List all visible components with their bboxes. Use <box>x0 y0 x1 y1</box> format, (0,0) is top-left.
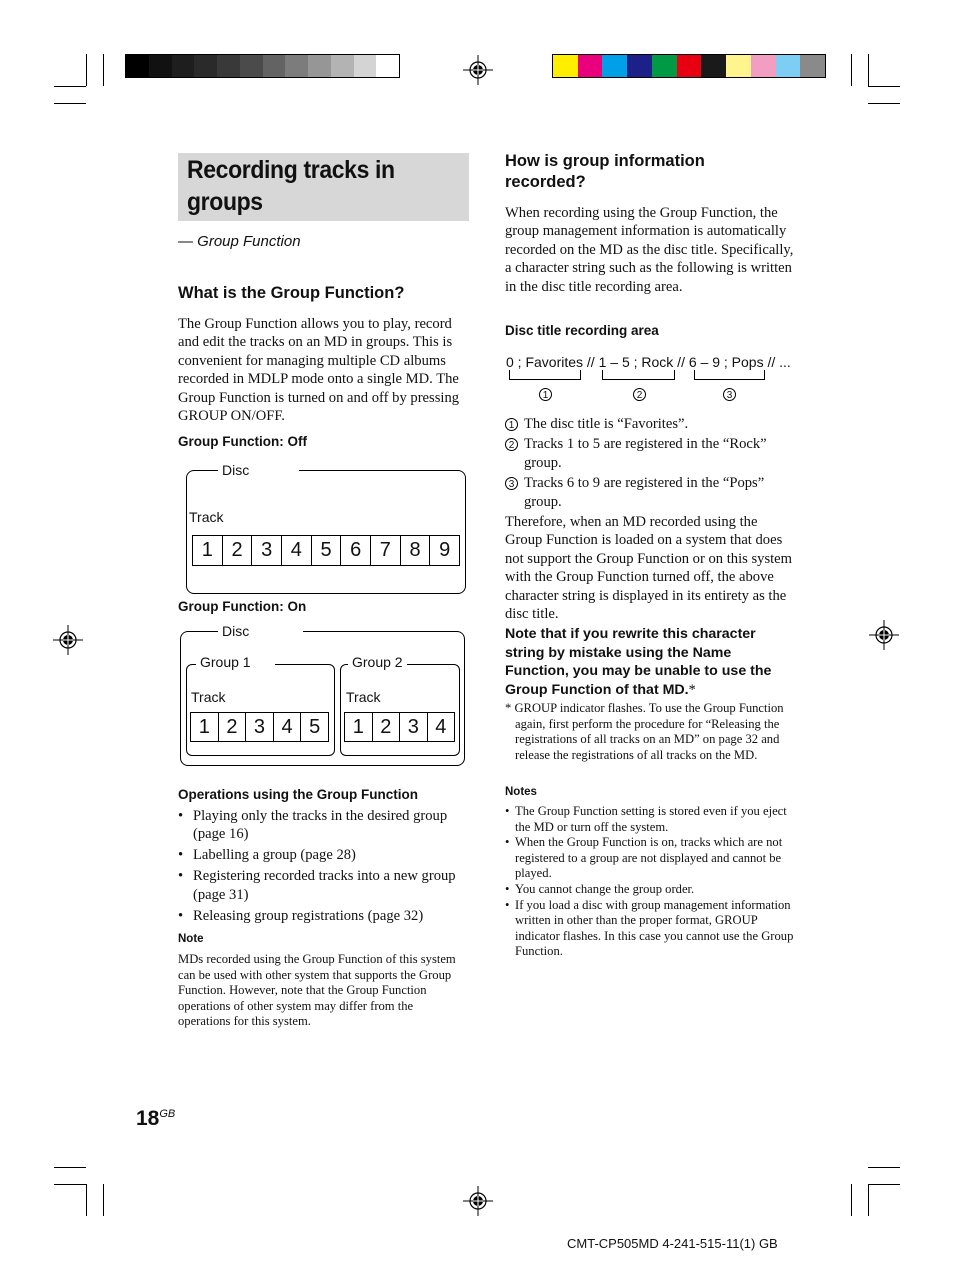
track-cell: 7 <box>370 536 400 565</box>
group1-label: Group 1 <box>196 654 275 670</box>
therefore-body: Therefore, when an MD recorded using the Group Function is loaded on a system that does not support the Group Function or on this system with the Group Function turned off, the above character string is displayed in its entirety as the disc title. <box>505 514 793 623</box>
disc-title-string: 0 ; Favorites // 1 – 5 ; Rock // 6 – 9 ; Pops // ... <box>506 354 791 370</box>
list-item: • Labelling a group (page 28) <box>178 846 471 864</box>
warning-body: Note that if you rewrite this character string by mistake using the Name Function, you may be unable to use the Group Function of that MD. <box>505 626 772 698</box>
track-cell: 1 <box>198 716 210 738</box>
swatch <box>217 55 240 77</box>
operations-list <box>178 807 471 927</box>
diagram-on-heading: Group Function: On <box>178 599 307 614</box>
swatch <box>308 55 331 77</box>
how-heading: How is group information recorded? <box>505 152 705 191</box>
track-cell: 4 <box>281 536 311 565</box>
explanation-text: The disc title is “Favorites”. <box>524 416 689 432</box>
track-cell: 3 <box>245 713 273 741</box>
track-cell: 2 <box>222 536 252 565</box>
swatch <box>751 55 776 77</box>
explanation-text: Tracks 6 to 9 are registered in the “Pops” group. <box>524 475 765 510</box>
page-title: Recording tracks in groups <box>187 156 395 216</box>
swatch <box>240 55 263 77</box>
marker-3: 3 <box>723 388 736 401</box>
group2-track-label: Track <box>346 689 381 705</box>
track-cell: 1 <box>352 716 364 738</box>
disc-frame <box>186 470 466 594</box>
warning-text <box>505 625 797 699</box>
page-subtitle: — Group Function <box>178 233 301 250</box>
swatch <box>172 55 195 77</box>
track-cell: 6 <box>340 536 370 565</box>
list-item: • Registering recorded tracks into a new group (page 31) <box>178 867 471 904</box>
color-bar <box>552 54 826 78</box>
footnote: * GROUP indicator flashes. To use the Group Function again, first perform the procedure for “Releasing the registrations of all tracks on an MD” on page 32 and release the registrations of all tracks on the MD. <box>505 701 784 762</box>
swatch <box>263 55 286 77</box>
swatch <box>354 55 377 77</box>
bracket-1 <box>509 370 581 380</box>
grayscale-bar <box>125 54 400 78</box>
notes-heading: Notes <box>505 786 537 798</box>
track-cell: 5 <box>311 536 341 565</box>
page-number <box>136 1107 175 1131</box>
group2-track-cells <box>344 712 455 742</box>
group1-track-cells <box>190 712 329 742</box>
disc-label: Disc <box>218 462 299 478</box>
swatch <box>776 55 801 77</box>
swatch <box>578 55 603 77</box>
disc-label: Disc <box>218 623 303 639</box>
notes-list <box>505 804 797 960</box>
page-number-value: 18 <box>136 1107 160 1130</box>
footer-model: CMT-CP505MD 4-241-515-11(1) GB <box>567 1236 778 1251</box>
track-label: Track <box>189 509 224 525</box>
group1-frame <box>186 664 335 756</box>
bracket-2 <box>602 370 675 380</box>
bracket-3 <box>694 370 765 380</box>
marker-1: 1 <box>505 418 518 431</box>
registration-mark-icon <box>53 625 83 655</box>
group2-label: Group 2 <box>348 654 407 670</box>
track-cell: 2 <box>218 713 246 741</box>
note-body: MDs recorded using the Group Function of this system can be used with other system that supports the Group Function. However, note that the Group Function operations of other system may differ from the operations for this system. <box>178 952 456 1029</box>
note-heading: Note <box>178 933 204 945</box>
list-item: • You cannot change the group order. <box>505 882 797 898</box>
swatch <box>677 55 702 77</box>
track-cell: 3 <box>399 713 427 741</box>
what-heading: What is the Group Function? <box>178 284 405 302</box>
operations-heading: Operations using the Group Function <box>178 787 418 802</box>
swatch <box>194 55 217 77</box>
swatch <box>726 55 751 77</box>
list-item: • Playing only the tracks in the desired group (page 16) <box>178 807 471 844</box>
group2-frame <box>340 664 460 756</box>
track-cells <box>192 535 460 566</box>
swatch <box>285 55 308 77</box>
explanation-item <box>505 415 797 433</box>
swatch <box>149 55 172 77</box>
swatch <box>331 55 354 77</box>
registration-mark-icon <box>463 55 493 85</box>
explanation-text: Tracks 1 to 5 are registered in the “Rock” group. <box>524 436 767 471</box>
marker-2: 2 <box>633 388 646 401</box>
track-cell: 9 <box>429 536 459 565</box>
list-item: • Releasing group registrations (page 32) <box>178 907 471 925</box>
registration-mark-icon <box>869 620 899 650</box>
explanation-item <box>505 435 797 472</box>
warning-mark: * <box>688 681 696 698</box>
track-cell: 5 <box>300 713 328 741</box>
track-cell: 4 <box>427 713 455 741</box>
registration-mark-icon <box>463 1186 493 1216</box>
swatch <box>602 55 627 77</box>
what-body: The Group Function allows you to play, record and edit the tracks on an MD in groups. This is convenient for managing multiple CD albums recorded in MDLP mode onto a single MD. The Group Function is turned on and off by pressing GROUP ON/OFF. <box>178 316 460 425</box>
swatch <box>126 55 149 77</box>
track-cell: 2 <box>372 713 400 741</box>
swatch <box>701 55 726 77</box>
marker-1: 1 <box>539 388 552 401</box>
marker-3: 3 <box>505 477 518 490</box>
swatch <box>800 55 825 77</box>
list-item: • The Group Function setting is stored even if you eject the MD or turn off the system. <box>505 804 797 835</box>
swatch <box>627 55 652 77</box>
swatch <box>652 55 677 77</box>
track-cell: 8 <box>400 536 430 565</box>
diagram-off-heading: Group Function: Off <box>178 434 307 449</box>
marker-2: 2 <box>505 438 518 451</box>
swatch <box>376 55 399 77</box>
list-item: • When the Group Function is on, tracks which are not registered to a group are not displayed and cannot be played. <box>505 835 797 882</box>
page-number-suffix: GB <box>159 1108 176 1120</box>
disc-title-heading: Disc title recording area <box>505 323 659 338</box>
swatch <box>553 55 578 77</box>
track-cell: 4 <box>273 713 301 741</box>
list-item: • If you load a disc with group management information written in other than the proper format, GROUP indicator flashes. In this case you cannot use the Group Function. <box>505 898 797 960</box>
track-cell: 3 <box>251 536 281 565</box>
group1-track-label: Track <box>191 689 226 705</box>
track-cell: 1 <box>201 539 213 561</box>
explanation-list <box>505 415 797 511</box>
how-body: When recording using the Group Function, the group management information is automatically recorded on the MD as the disc title. Specifically, a character string such as the following is written in the disc title recording area. <box>505 205 794 295</box>
explanation-item <box>505 474 797 511</box>
